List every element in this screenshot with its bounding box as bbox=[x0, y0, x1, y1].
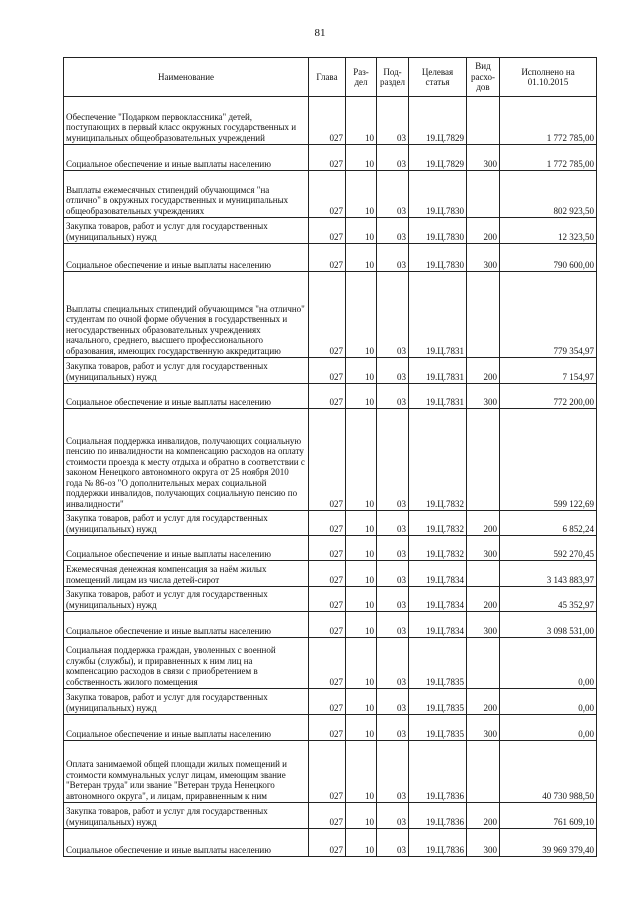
table-row bbox=[64, 244, 597, 272]
row-glava-cell: 027 bbox=[309, 171, 346, 218]
row-name-cell: Социальное обеспечение и иные выплаты населению bbox=[64, 244, 309, 272]
table-row bbox=[64, 384, 597, 409]
row-razdel-cell: 10 bbox=[346, 97, 377, 145]
col-header-target: Целевая статья bbox=[409, 58, 467, 97]
row-target-cell: 19.Ц.7834 bbox=[409, 612, 467, 638]
row-podrazdel-cell: 03 bbox=[377, 587, 409, 612]
row-vid-cell: 300 bbox=[467, 536, 500, 561]
row-razdel-cell: 10 bbox=[346, 171, 377, 218]
row-glava-cell: 027 bbox=[309, 689, 346, 715]
row-podrazdel-cell: 03 bbox=[377, 689, 409, 715]
row-razdel-cell: 10 bbox=[346, 638, 377, 689]
row-amount-cell: 3 098 531,00 bbox=[500, 612, 597, 638]
table-row bbox=[64, 511, 597, 536]
table-header bbox=[64, 58, 597, 97]
row-amount-cell: 7 154,97 bbox=[500, 358, 597, 384]
table-row bbox=[64, 803, 597, 829]
row-amount-cell: 0,00 bbox=[500, 638, 597, 689]
row-name-cell: Социальная поддержка инвалидов, получающих социальную пенсию по инвалидности на компенсацию расходов на оплату стоимости проезда к месту отдыха и обратно в соответствии с законом Ненецкого автономного округа от 25 ноября 2010 года № 86-оз "О дополнительных мерах социальной поддержки инвалидов, получающих социальную пенсию по инвалидности" bbox=[64, 409, 309, 511]
row-vid-cell: 300 bbox=[467, 612, 500, 638]
row-name-cell: Закупка товаров, работ и услуг для государственных (муниципальных) нужд bbox=[64, 689, 309, 715]
row-name-cell: Закупка товаров, работ и услуг для государственных (муниципальных) нужд bbox=[64, 587, 309, 612]
row-vid-cell: 200 bbox=[467, 358, 500, 384]
row-razdel-cell: 10 bbox=[346, 409, 377, 511]
table-row bbox=[64, 272, 597, 358]
row-amount-cell: 0,00 bbox=[500, 715, 597, 741]
table-row bbox=[64, 409, 597, 511]
row-target-cell: 19.Ц.7836 bbox=[409, 803, 467, 829]
row-razdel-cell: 10 bbox=[346, 384, 377, 409]
row-podrazdel-cell: 03 bbox=[377, 638, 409, 689]
row-target-cell: 19.Ц.7831 bbox=[409, 384, 467, 409]
row-razdel-cell: 10 bbox=[346, 511, 377, 536]
row-podrazdel-cell: 03 bbox=[377, 829, 409, 857]
table-row bbox=[64, 638, 597, 689]
row-vid-cell: 300 bbox=[467, 384, 500, 409]
table-row bbox=[64, 741, 597, 803]
row-glava-cell: 027 bbox=[309, 803, 346, 829]
row-vid-cell: 200 bbox=[467, 511, 500, 536]
row-glava-cell: 027 bbox=[309, 358, 346, 384]
row-vid-cell bbox=[467, 741, 500, 803]
row-glava-cell: 027 bbox=[309, 218, 346, 244]
row-glava-cell: 027 bbox=[309, 272, 346, 358]
row-vid-cell bbox=[467, 171, 500, 218]
row-name-cell: Закупка товаров, работ и услуг для государственных (муниципальных) нужд bbox=[64, 218, 309, 244]
row-amount-cell: 592 270,45 bbox=[500, 536, 597, 561]
table-row bbox=[64, 829, 597, 857]
row-target-cell: 19.Ц.7836 bbox=[409, 741, 467, 803]
row-amount-cell: 39 969 379,40 bbox=[500, 829, 597, 857]
row-name-cell: Социальное обеспечение и иные выплаты населению bbox=[64, 829, 309, 857]
row-glava-cell: 027 bbox=[309, 409, 346, 511]
row-podrazdel-cell: 03 bbox=[377, 561, 409, 587]
row-amount-cell: 40 730 988,50 bbox=[500, 741, 597, 803]
table-body bbox=[64, 97, 597, 857]
row-target-cell: 19.Ц.7829 bbox=[409, 97, 467, 145]
row-amount-cell: 45 352,97 bbox=[500, 587, 597, 612]
row-name-cell: Обеспечение "Подарком первоклассника" детей, поступающих в первый класс окружных государственных и муниципальных общеобразовательных учреждений bbox=[64, 97, 309, 145]
row-name-cell: Закупка товаров, работ и услуг для государственных (муниципальных) нужд bbox=[64, 511, 309, 536]
row-vid-cell bbox=[467, 561, 500, 587]
row-glava-cell: 027 bbox=[309, 829, 346, 857]
row-name-cell: Социальная поддержка граждан, уволенных с военной службы (службы), и приравненных к ним лиц на компенсацию расходов в связи с приобретением в собственность жилого помещения bbox=[64, 638, 309, 689]
row-glava-cell: 027 bbox=[309, 244, 346, 272]
col-header-amount: Исполнено на 01.10.2015 bbox=[500, 58, 597, 97]
row-amount-cell: 779 354,97 bbox=[500, 272, 597, 358]
row-target-cell: 19.Ц.7832 bbox=[409, 511, 467, 536]
row-vid-cell: 200 bbox=[467, 587, 500, 612]
row-glava-cell: 027 bbox=[309, 97, 346, 145]
row-podrazdel-cell: 03 bbox=[377, 511, 409, 536]
row-amount-cell: 802 923,50 bbox=[500, 171, 597, 218]
row-name-cell: Закупка товаров, работ и услуг для государственных (муниципальных) нужд bbox=[64, 358, 309, 384]
row-glava-cell: 027 bbox=[309, 587, 346, 612]
row-razdel-cell: 10 bbox=[346, 145, 377, 171]
row-razdel-cell: 10 bbox=[346, 358, 377, 384]
row-target-cell: 19.Ц.7835 bbox=[409, 715, 467, 741]
row-glava-cell: 027 bbox=[309, 384, 346, 409]
row-vid-cell: 200 bbox=[467, 218, 500, 244]
row-target-cell: 19.Ц.7830 bbox=[409, 244, 467, 272]
page-number: 81 bbox=[314, 27, 326, 39]
table-row bbox=[64, 689, 597, 715]
table-row bbox=[64, 218, 597, 244]
row-vid-cell bbox=[467, 409, 500, 511]
row-vid-cell: 300 bbox=[467, 244, 500, 272]
row-podrazdel-cell: 03 bbox=[377, 244, 409, 272]
row-podrazdel-cell: 03 bbox=[377, 715, 409, 741]
row-name-cell: Социальное обеспечение и иные выплаты населению bbox=[64, 536, 309, 561]
row-razdel-cell: 10 bbox=[346, 536, 377, 561]
row-name-cell: Социальное обеспечение и иные выплаты населению bbox=[64, 384, 309, 409]
row-podrazdel-cell: 03 bbox=[377, 409, 409, 511]
row-target-cell: 19.Ц.7834 bbox=[409, 561, 467, 587]
table-row bbox=[64, 587, 597, 612]
row-target-cell: 19.Ц.7832 bbox=[409, 536, 467, 561]
row-glava-cell: 027 bbox=[309, 145, 346, 171]
row-podrazdel-cell: 03 bbox=[377, 803, 409, 829]
row-amount-cell: 0,00 bbox=[500, 689, 597, 715]
row-target-cell: 19.Ц.7831 bbox=[409, 272, 467, 358]
budget-table bbox=[63, 57, 597, 857]
row-razdel-cell: 10 bbox=[346, 803, 377, 829]
col-header-razdel: Раз- дел bbox=[346, 58, 377, 97]
row-target-cell: 19.Ц.7834 bbox=[409, 587, 467, 612]
row-vid-cell: 200 bbox=[467, 689, 500, 715]
row-target-cell: 19.Ц.7830 bbox=[409, 171, 467, 218]
table-row bbox=[64, 171, 597, 218]
row-podrazdel-cell: 03 bbox=[377, 171, 409, 218]
row-razdel-cell: 10 bbox=[346, 612, 377, 638]
table-row bbox=[64, 97, 597, 145]
row-glava-cell: 027 bbox=[309, 561, 346, 587]
row-razdel-cell: 10 bbox=[346, 244, 377, 272]
table-row bbox=[64, 612, 597, 638]
row-razdel-cell: 10 bbox=[346, 218, 377, 244]
row-target-cell: 19.Ц.7831 bbox=[409, 358, 467, 384]
row-razdel-cell: 10 bbox=[346, 587, 377, 612]
row-amount-cell: 761 609,10 bbox=[500, 803, 597, 829]
row-name-cell: Оплата занимаемой общей площади жилых помещений и стоимости коммунальных услуг лицам, имеющим звание "Ветеран труда" или звание "Ветеран труда Ненецкого автономного округа", и лицам, приравненным к ним bbox=[64, 741, 309, 803]
row-amount-cell: 772 200,00 bbox=[500, 384, 597, 409]
row-podrazdel-cell: 03 bbox=[377, 218, 409, 244]
row-vid-cell: 200 bbox=[467, 803, 500, 829]
row-name-cell: Социальное обеспечение и иные выплаты населению bbox=[64, 715, 309, 741]
table-row bbox=[64, 145, 597, 171]
row-razdel-cell: 10 bbox=[346, 272, 377, 358]
row-podrazdel-cell: 03 bbox=[377, 97, 409, 145]
row-vid-cell bbox=[467, 272, 500, 358]
row-name-cell: Социальное обеспечение и иные выплаты населению bbox=[64, 612, 309, 638]
row-target-cell: 19.Ц.7832 bbox=[409, 409, 467, 511]
row-name-cell: Закупка товаров, работ и услуг для государственных (муниципальных) нужд bbox=[64, 803, 309, 829]
row-razdel-cell: 10 bbox=[346, 829, 377, 857]
col-header-name: Наименование bbox=[64, 58, 309, 97]
row-vid-cell: 300 bbox=[467, 145, 500, 171]
table-row bbox=[64, 715, 597, 741]
row-name-cell: Выплаты ежемесячных стипендий обучающимся "на отлично" в окружных государственных и муниципальных общеобразовательных учреждениях bbox=[64, 171, 309, 218]
row-podrazdel-cell: 03 bbox=[377, 741, 409, 803]
table-row bbox=[64, 536, 597, 561]
row-target-cell: 19.Ц.7835 bbox=[409, 638, 467, 689]
table-row bbox=[64, 561, 597, 587]
row-amount-cell: 6 852,24 bbox=[500, 511, 597, 536]
row-razdel-cell: 10 bbox=[346, 715, 377, 741]
row-vid-cell bbox=[467, 638, 500, 689]
row-target-cell: 19.Ц.7829 bbox=[409, 145, 467, 171]
row-vid-cell bbox=[467, 97, 500, 145]
row-name-cell: Ежемесячная денежная компенсация за наём жилых помещений лицам из числа детей-сирот bbox=[64, 561, 309, 587]
row-razdel-cell: 10 bbox=[346, 689, 377, 715]
row-podrazdel-cell: 03 bbox=[377, 145, 409, 171]
row-glava-cell: 027 bbox=[309, 741, 346, 803]
row-target-cell: 19.Ц.7835 bbox=[409, 689, 467, 715]
col-header-vid: Вид расхо- дов bbox=[467, 58, 500, 97]
row-glava-cell: 027 bbox=[309, 612, 346, 638]
row-target-cell: 19.Ц.7836 bbox=[409, 829, 467, 857]
row-amount-cell: 1 772 785,00 bbox=[500, 145, 597, 171]
row-glava-cell: 027 bbox=[309, 536, 346, 561]
row-podrazdel-cell: 03 bbox=[377, 612, 409, 638]
row-podrazdel-cell: 03 bbox=[377, 536, 409, 561]
row-amount-cell: 790 600,00 bbox=[500, 244, 597, 272]
row-podrazdel-cell: 03 bbox=[377, 384, 409, 409]
row-amount-cell: 1 772 785,00 bbox=[500, 97, 597, 145]
row-amount-cell: 599 122,69 bbox=[500, 409, 597, 511]
row-razdel-cell: 10 bbox=[346, 741, 377, 803]
row-target-cell: 19.Ц.7830 bbox=[409, 218, 467, 244]
col-header-glava: Глава bbox=[309, 58, 346, 97]
row-glava-cell: 027 bbox=[309, 638, 346, 689]
table-row bbox=[64, 358, 597, 384]
row-podrazdel-cell: 03 bbox=[377, 272, 409, 358]
row-podrazdel-cell: 03 bbox=[377, 358, 409, 384]
row-name-cell: Социальное обеспечение и иные выплаты населению bbox=[64, 145, 309, 171]
row-vid-cell: 300 bbox=[467, 715, 500, 741]
row-amount-cell: 12 323,50 bbox=[500, 218, 597, 244]
row-vid-cell: 300 bbox=[467, 829, 500, 857]
row-name-cell: Выплаты специальных стипендий обучающимся "на отлично" студентам по очной форме обучения в государственных и негосударственных образовательных учреждениях начального, среднего, высшего профессионального образования, имеющих государственную аккредитацию bbox=[64, 272, 309, 358]
row-amount-cell: 3 143 883,97 bbox=[500, 561, 597, 587]
row-glava-cell: 027 bbox=[309, 511, 346, 536]
row-glava-cell: 027 bbox=[309, 715, 346, 741]
row-razdel-cell: 10 bbox=[346, 561, 377, 587]
col-header-podrazdel: Под- раздел bbox=[377, 58, 409, 97]
